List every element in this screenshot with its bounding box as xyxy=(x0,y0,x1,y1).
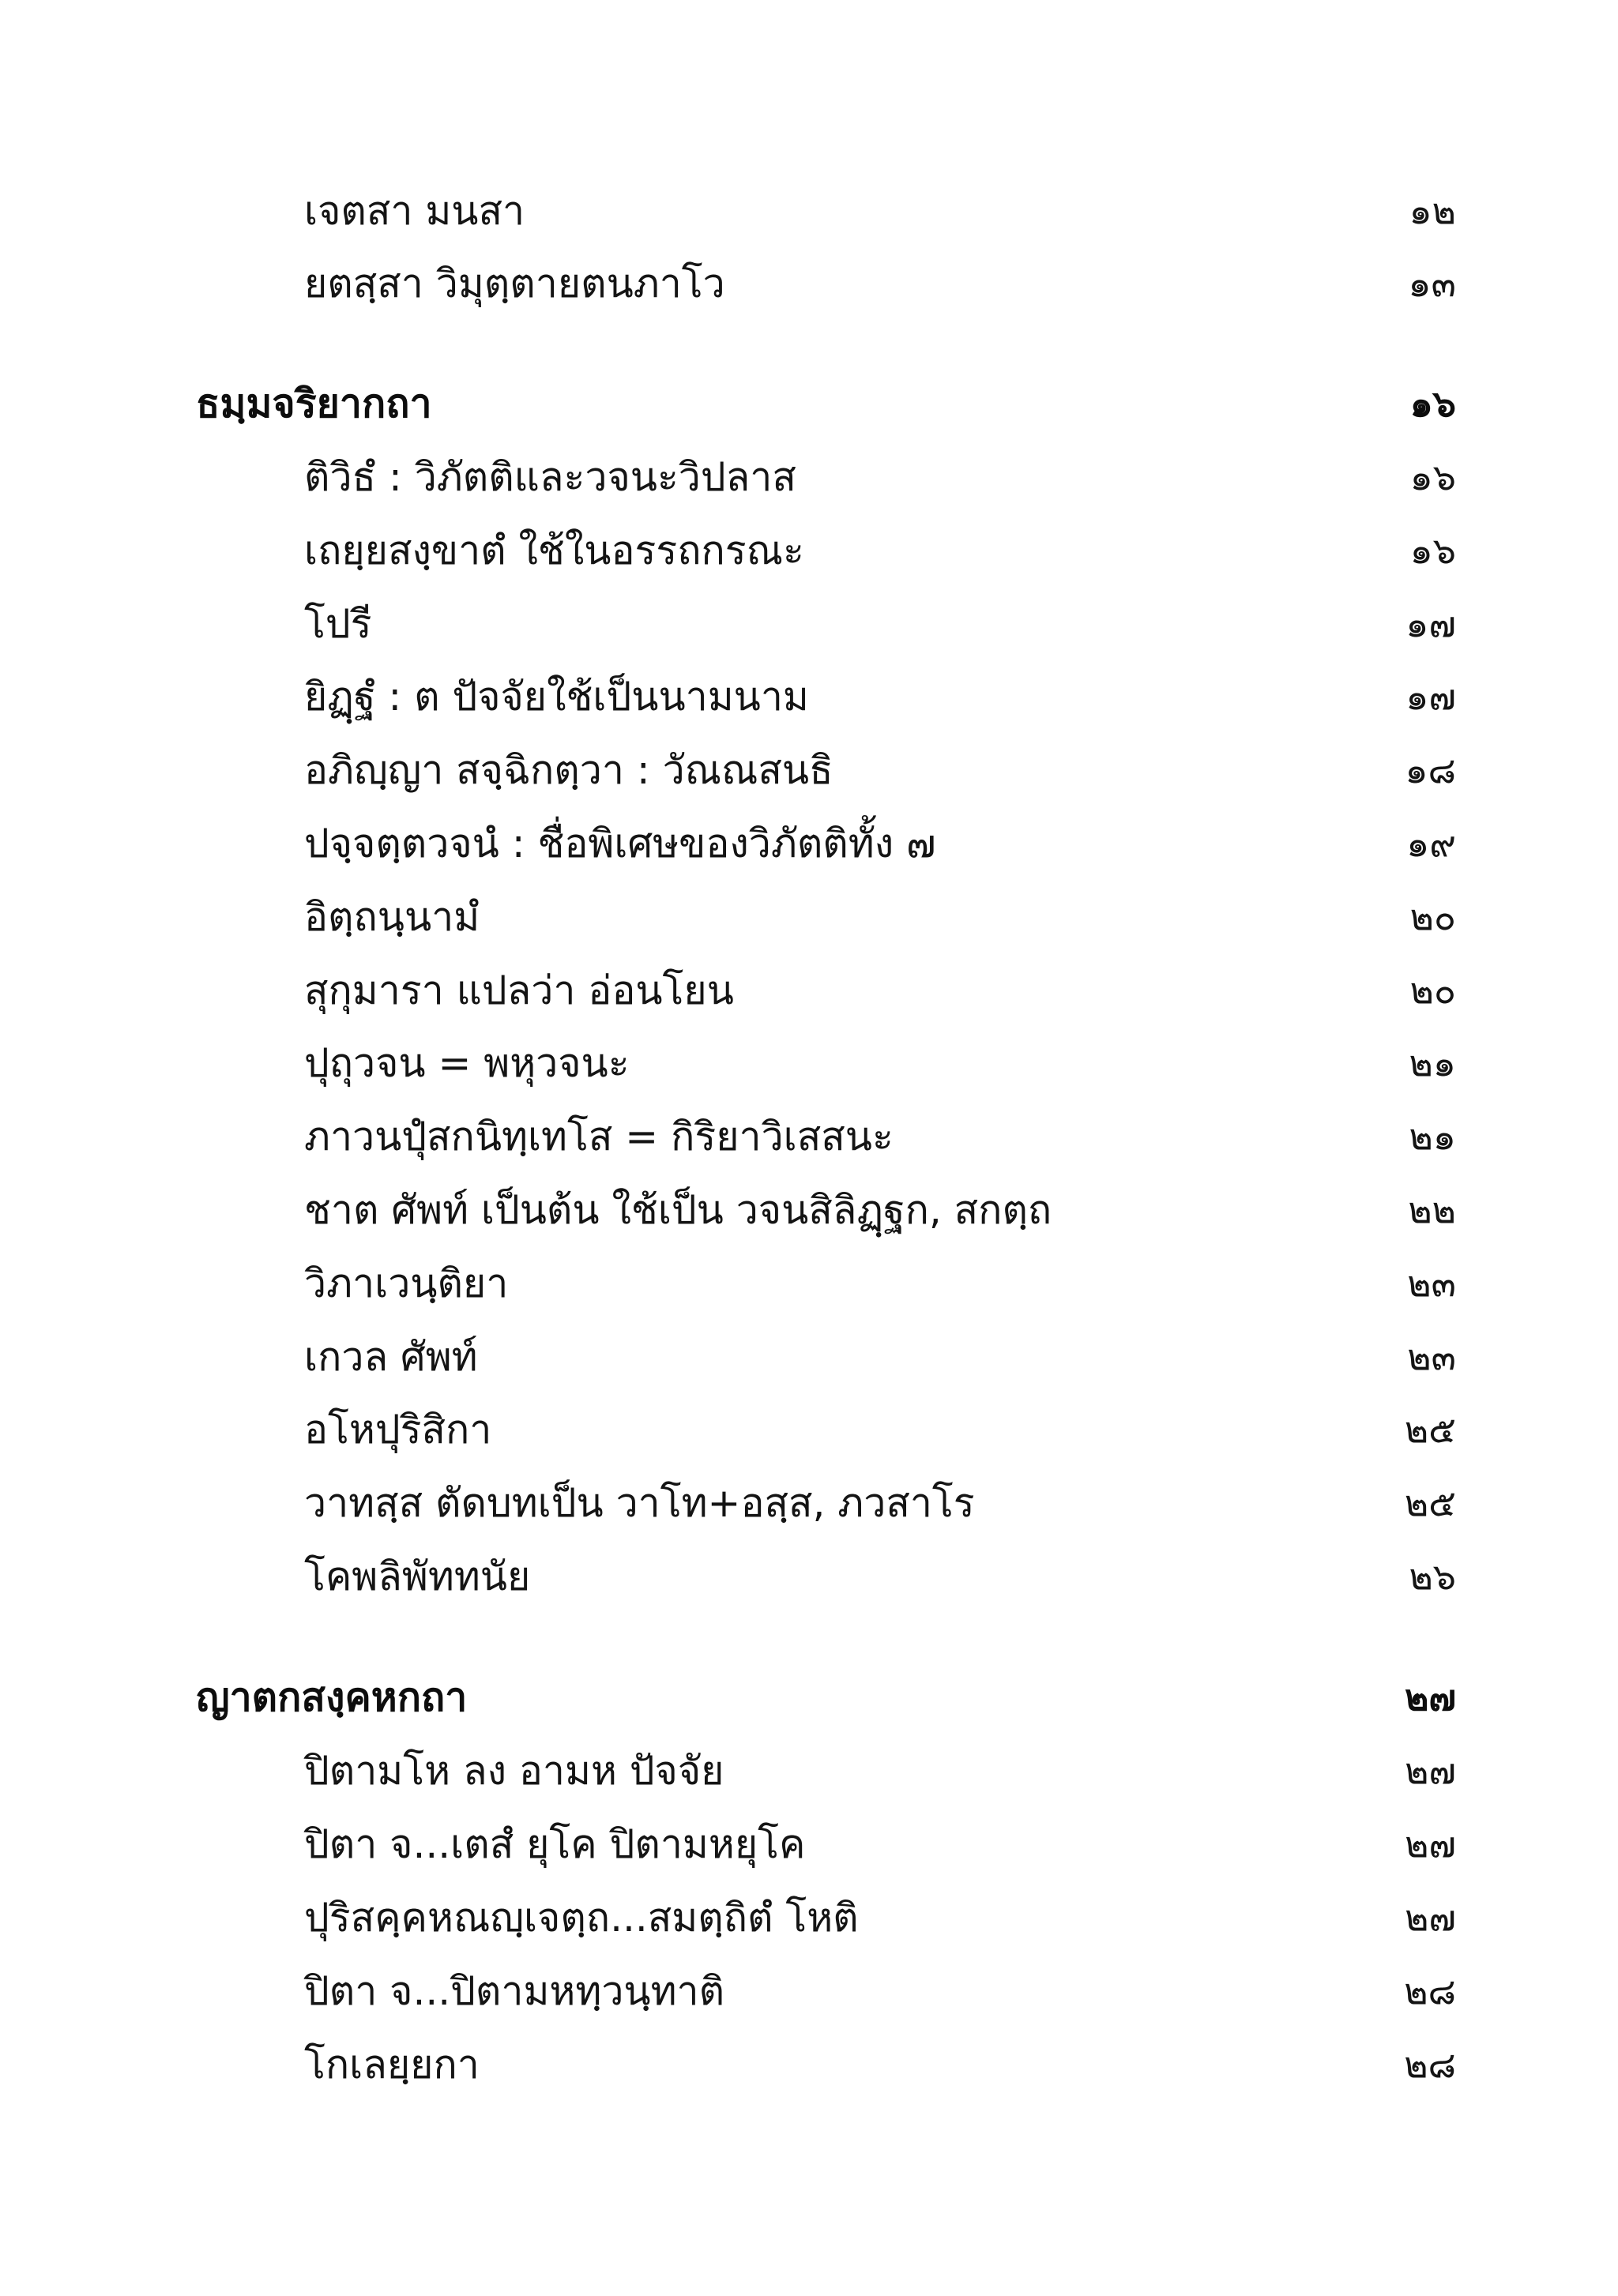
toc-entry-title: ปิตามโห ลง อามห ปัจจัย xyxy=(304,1748,724,1794)
toc-entry-page-number: ๑๖ xyxy=(1409,456,1456,498)
toc-entry xyxy=(0,1393,1618,1466)
toc-entry-page-number: ๒๐ xyxy=(1409,969,1456,1012)
toc-entry xyxy=(0,660,1618,733)
toc-entry-page-number: ๒๖ xyxy=(1409,1555,1456,1598)
toc-entry xyxy=(0,1174,1618,1246)
toc-entry xyxy=(0,1808,1618,1881)
toc-heading-title: ญาตกสงฺคหกถา xyxy=(196,1674,468,1720)
toc-entry-page-number: ๒๒ xyxy=(1408,1189,1456,1231)
toc-entry xyxy=(0,247,1618,320)
toc-entry xyxy=(0,2028,1618,2101)
toc-entry-page-number: ๒๕ xyxy=(1404,1482,1456,1524)
toc-entry xyxy=(0,1540,1618,1613)
toc-entry-page-number: ๒๕ xyxy=(1404,1408,1456,1451)
toc-entry xyxy=(0,1321,1618,1393)
toc-entry-page-number: ๒๓ xyxy=(1407,1336,1456,1378)
toc-entry xyxy=(0,1467,1618,1539)
toc-entry xyxy=(0,588,1618,660)
toc-entry-page-number: ๒๘ xyxy=(1404,2043,1456,2086)
toc-entry-page-number: ๒๗ xyxy=(1405,1749,1456,1792)
toc-entry-page-number: ๑๘ xyxy=(1405,749,1456,791)
toc-entry-title: ปุถุวจน = พหุวจนะ xyxy=(304,1040,630,1086)
toc-entry-title: ปิตา จ...ปิตามหทฺวนฺทาติ xyxy=(304,1968,725,2014)
toc-entry-page-number: ๒๑ xyxy=(1409,1042,1456,1084)
toc-section-heading xyxy=(0,367,1618,440)
toc-entry-title: เกวล ศัพท์ xyxy=(304,1334,478,1380)
toc-entry-title: วาทสฺส ตัดบทเป็น วาโท+อสฺส, ภวสาโร xyxy=(304,1480,975,1526)
toc-entry-page-number: ๑๒ xyxy=(1409,190,1456,232)
toc-entry-page-number: ๒๗ xyxy=(1405,1823,1456,1866)
toc-entry-title: อิตฺถนฺนามํ xyxy=(304,894,480,940)
toc-entry xyxy=(0,1100,1618,1173)
toc-entry-page-number: ๑๙ xyxy=(1406,822,1456,865)
toc-entry xyxy=(0,441,1618,513)
toc-entry-page-number: ๑๗ xyxy=(1405,603,1456,645)
toc-entry xyxy=(0,1881,1618,1954)
toc-entry-page-number: ๑๖ xyxy=(1409,529,1456,572)
toc-heading-page-number: ๒๗ xyxy=(1405,1676,1456,1719)
toc-entry-title: โกเลยฺยกา xyxy=(304,2042,480,2087)
toc-entry-title: อโหปุริสิกา xyxy=(304,1407,492,1452)
toc-entry-title: เถยฺยสงฺขาตํ ใช้ในอรรถกรณะ xyxy=(304,528,804,573)
toc-entry-title: ยตสฺสา วิมุตฺตายตนภาโว xyxy=(304,261,725,306)
toc-entry-title: อภิญฺญา สจฺฉิกตฺวา : วัณณสนธิ xyxy=(304,747,833,793)
toc-entry xyxy=(0,954,1618,1027)
toc-entry-title: วิภาเวนฺติยา xyxy=(304,1261,509,1306)
toc-entry xyxy=(0,807,1618,880)
toc-entry-page-number: ๒๓ xyxy=(1407,1262,1456,1305)
toc-entry-title: ยิฏฺฐํ : ต ปัจจัยใช้เป็นนามนาม xyxy=(304,674,809,720)
toc-entry-title: ปิตา จ...เตสํ ยุโค ปิตามหยุโค xyxy=(304,1821,806,1867)
toc-entry xyxy=(0,1734,1618,1807)
toc-entry xyxy=(0,734,1618,806)
toc-entry-page-number: ๒๗ xyxy=(1405,1896,1456,1939)
toc-entry-title: ติวิธํ : วิภัตติและวจนะวิปลาส xyxy=(304,454,796,500)
toc-entry xyxy=(0,1955,1618,2027)
toc-entry-page-number: ๒๑ xyxy=(1409,1115,1456,1158)
toc-section-heading xyxy=(0,1661,1618,1734)
toc-entry-page-number: ๑๗ xyxy=(1405,675,1456,718)
toc-entry-title: ภาวนปุํสกนิทฺเทโส = กิริยาวิเสสนะ xyxy=(304,1114,894,1159)
toc-entry xyxy=(0,514,1618,587)
toc-entry-title: ปุริสคฺคหณญฺเจตฺถ...สมตฺถิตํ โหติ xyxy=(304,1895,859,1941)
toc-entry-page-number: ๒๐ xyxy=(1409,896,1456,938)
toc-heading-title: ธมฺมจริยากถา xyxy=(196,381,432,427)
toc-entry xyxy=(0,881,1618,953)
toc-entry-page-number: ๒๘ xyxy=(1404,1970,1456,2012)
toc-entry-title: สุกุมารา แปลว่า อ่อนโยน xyxy=(304,968,734,1013)
toc-heading-page-number: ๑๖ xyxy=(1409,382,1456,425)
toc-entry xyxy=(0,175,1618,247)
toc-entry xyxy=(0,1247,1618,1320)
toc-entry-page-number: ๑๓ xyxy=(1408,262,1456,305)
toc-entry xyxy=(0,1027,1618,1099)
toc-entry-title: ปจฺจตฺตวจนํ : ชื่อพิเศษของวิภัตติทั้ง ๗ xyxy=(304,821,936,866)
toc-entry-title: ชาต ศัพท์ เป็นต้น ใช้เป็น วจนสิลิฏฺฐก, สกตฺถ xyxy=(304,1187,1052,1233)
toc-entry-title: โปรี xyxy=(304,601,372,647)
toc-entry-title: โคพลิพัททนัย xyxy=(304,1554,531,1599)
toc-entry-title: เจตสา มนสา xyxy=(304,188,525,234)
